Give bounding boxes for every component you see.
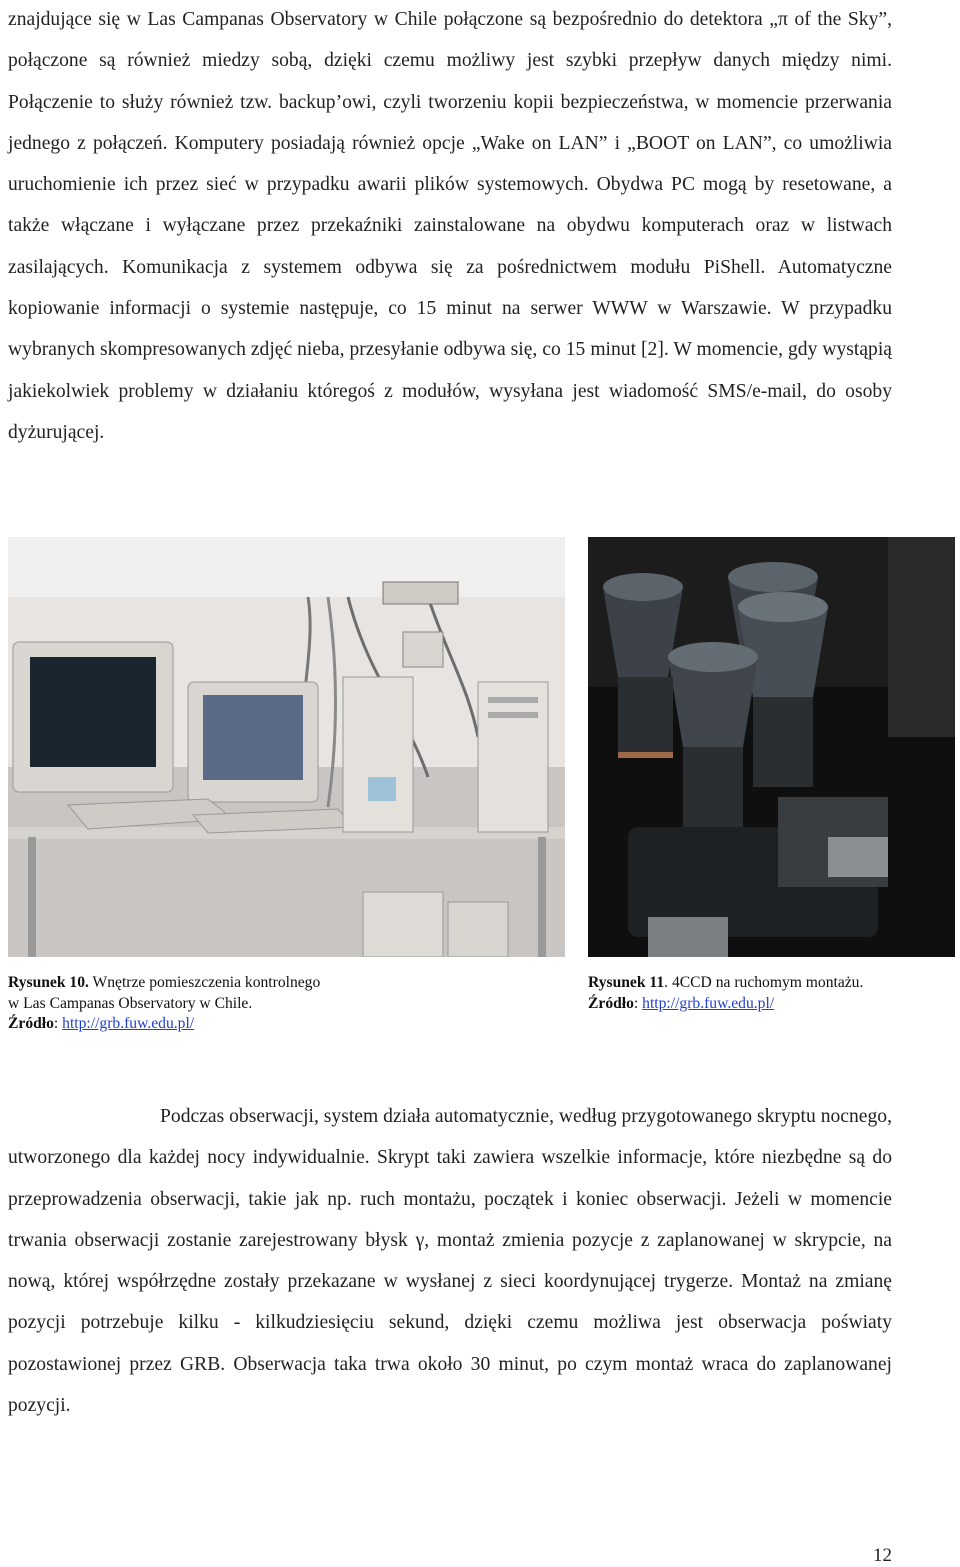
figure-11-source-link[interactable]: http://grb.fuw.edu.pl/	[642, 994, 775, 1012]
figure-4ccd-cameras-photo	[588, 537, 955, 957]
figure-10-caption	[8, 973, 468, 1035]
figure-10-caption-text: Wnętrze pomieszczenia kontrolnego	[88, 974, 321, 991]
page-number: 12	[873, 1545, 892, 1566]
figure-10-source-separator: :	[53, 1015, 63, 1032]
figure-11-source-label: Źródło	[588, 994, 634, 1012]
figure-10-source-label: Źródło	[8, 1015, 54, 1032]
figure-11-label: Rysunek 11	[588, 974, 665, 991]
figure-10-source-link[interactable]: http://grb.fuw.edu.pl/	[62, 1015, 195, 1032]
figure-10-label: Rysunek 10.	[8, 974, 89, 991]
figure-control-room-photo	[8, 537, 565, 957]
body-paragraph-2: Podczas obserwacji, system działa automatycznie, według przygotowanego skryptu nocnego, utworzonego dla każdej nocy indywidualnie. Skrypt taki zawiera wszelkie informacje, które niezbędne są do przeprowadzenia obserwacji, takie jak np. ruch montażu, początek i koniec obserwacji. Jeżeli w momencie trwania obserwacji zostanie zarejestrowany błysk γ, montaż zmienia pozycje z zaplanowanej w skrypcie, na nową, której współrzędne zostały przekazane w wysłanej z sieci koordynującej trygerze. Montaż na zmianę pozycji potrzebuje kilku - kilkudziesięciu sekund, dzięki czemu możliwa jest obserwacja poświaty pozostawionej przez GRB. Obserwacja taka trwa około 30 minut, po czym montaż wraca do zaplanowanej pozycji.	[8, 1106, 892, 1417]
figure-11-source-separator: :	[633, 994, 643, 1012]
figure-10-caption-line2: w Las Campanas Observatory w Chile.	[8, 994, 253, 1012]
figure-11-caption	[588, 973, 960, 1014]
figure-11-caption-text: . 4CCD na ruchomym montażu.	[664, 974, 864, 991]
body-paragraph-1: znajdujące się w Las Campanas Observatory w Chile połączone są bezpośrednio do detektora „π of the Sky”, połączone są również miedzy sobą, dzięki czemu możliwy jest szybki przepływ danych między nimi. Połączenie to służy również tzw. backup’owi, czyli tworzeniu kopii bezpieczeństwa, w momencie przerwania jednego z połączeń. Komputery posiadają również opcje „Wake on LAN” i „BOOT on LAN”, co umożliwia uruchomienie ich przez sieć w przypadku awarii plików systemowych. Obydwa PC mogą by resetowane, a także włączane i wyłączane przez przekaźniki zainstalowane na obydwu komputerach oraz w listwach zasilających. Komunikacja z systemem odbywa się za pośrednictwem modułu PiShell. Automatyczne kopiowanie informacji o systemie następuje, co 15 minut na serwer WWW w Warszawie. W przypadku wybranych skompresowanych zdjęć nieba, przesyłanie odbywa się, co 15 minut [2]. W momencie, gdy wystąpią jakiekolwiek problemy w działaniu któregoś z modułów, wysyłana jest wiadomość SMS/e-mail, do osoby dyżurującej.	[8, 9, 892, 443]
